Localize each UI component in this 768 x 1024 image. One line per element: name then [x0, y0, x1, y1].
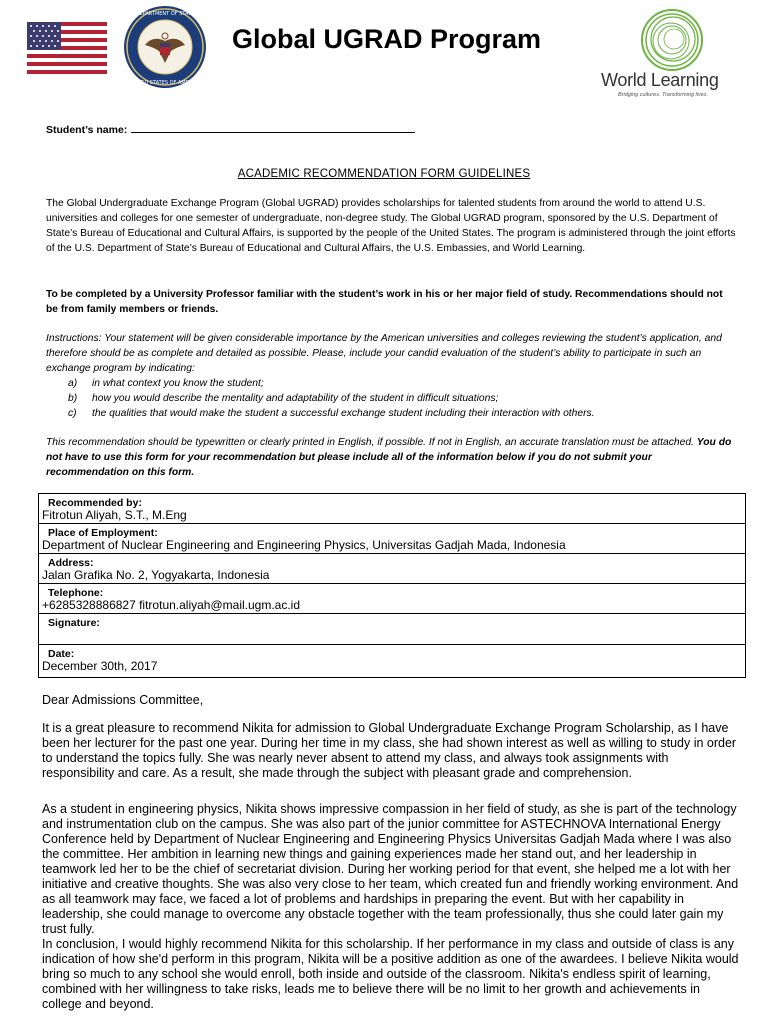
letter-salutation: Dear Admissions Committee,: [42, 693, 204, 707]
telephone-value[interactable]: +6285328886827 fitrotun.aliyah@mail.ugm.ac.id: [42, 598, 301, 612]
recommended-by-label: Recommended by:: [48, 497, 142, 509]
us-flag-icon: [27, 22, 107, 74]
instructions-paragraph: [46, 331, 736, 376]
list-item-text: in what context you know the student;: [92, 378, 264, 389]
guidelines-typed-note: [46, 435, 736, 480]
page-title: Global UGRAD Program: [232, 24, 542, 54]
employment-value[interactable]: Department of Nuclear Engineering and Engineering Physics, Universitas Gadjah Mada, Indonesia: [42, 538, 566, 552]
address-value[interactable]: Jalan Grafika No. 2, Yogyakarta, Indonesia: [42, 568, 270, 582]
partner-tagline: Bridging cultures. Transforming lives.: [618, 92, 709, 98]
typed-note-bold: You do not have to use this form for your recommendation but please include all of the information below if you do not submit your recommendation on this form.: [46, 437, 732, 478]
list-item-text: the qualities that would make the student a successful exchange student including their interaction with others.: [92, 408, 595, 419]
address-label: Address:: [48, 557, 94, 569]
instructions-label: Instructions:: [46, 333, 102, 344]
student-name-line: [46, 122, 415, 136]
form-row-address: [39, 554, 745, 584]
letter-paragraph-1: It is a great pleasure to recommend Nikita for admission to Global Undergraduate Exchange Program Scholarship, as I have been her lecturer for the past one year. During her time in my class, she had shown interest as well as willing to study in order to understand the topics fully. She was nearly never absent to attend my class, and always took assignments with responsibility and care. As a result, she made through the subject with pleasant grade and comprehension.: [42, 721, 737, 780]
list-item: [46, 406, 736, 421]
form-row-employment: [39, 524, 745, 554]
guidelines-heading: ACADEMIC RECOMMENDATION FORM GUIDELINES: [237, 168, 531, 180]
signature-label: Signature:: [48, 617, 100, 629]
list-item: [46, 376, 736, 391]
recommended-by-value[interactable]: Fitrotun Aliyah, S.T., M.Eng: [42, 508, 187, 522]
recommender-form: [38, 493, 746, 678]
guidelines-instructions: [46, 331, 736, 421]
svg-text:DEPARTMENT OF STATE: DEPARTMENT OF STATE: [135, 11, 195, 17]
page-header: [0, 0, 768, 115]
svg-text:UNITED STATES OF AMERICA: UNITED STATES OF AMERICA: [129, 80, 201, 86]
form-row-date: [39, 645, 745, 677]
student-name-label: Student’s name:: [46, 124, 128, 136]
list-item: [46, 391, 736, 406]
guidelines-intro: The Global Undergraduate Exchange Program (Global UGRAD) provides scholarships for talented students from around the world to attend U.S. universities and colleges for one semester of undergraduate, non-degree study. The Global UGRAD program, sponsored by the U.S. Department of State’s Bureau of Educational and Cultural Affairs, is supported by the people of the United States. The program is administered through the joint efforts of the U.S. Department of State’s Bureau of Educational and Cultural Affairs, the U.S. Embassies, and World Learning.: [46, 198, 736, 254]
student-name-field[interactable]: [131, 122, 415, 133]
list-item-text: how you would describe the mentality and adaptability of the student in difficult situations;: [92, 393, 499, 404]
partner-name: World Learning: [601, 70, 719, 90]
guidelines-bold-note: To be completed by a University Professor familiar with the student’s work in his or her major field of study. Recommendations should not be from family members or friends.: [46, 289, 723, 315]
instructions-text: Your statement will be given considerable importance by the American universities and colleges reviewing the student’s application, and therefore should be as complete and detailed as possible. Please, include your candid evaluation of the student’s ability to participate in such an exchange program by indicating:: [46, 333, 722, 374]
department-of-state-seal-icon: [123, 5, 207, 89]
date-value[interactable]: December 30th, 2017: [42, 659, 158, 673]
letter-paragraph-2: As a student in engineering physics, Nikita shows impressive compassion in her field of study, as she is part of the technology and instrumentation club on the campus. She was also part of the junior committee for ASTECHNOVA International Energy Conference held by Department of Nuclear Engineering and Engineering Physics Universitas Gadjah Mada where I was also the committee. Her ambition in learning new things and gaining experiences made her stand out, and her leadership in teamwork led her to be the chief of secretariat division. During her working period for that event, she helped me a lot with her initiative and creative thoughts. She was also very close to her team, which created fun and friendly working environment. And as all teamwork may face, we faced a lot of problems and hardships in preparing the event. But with her capability in leadership, she could manage to overcome any obstacle together with the team professionally, thus she could later gain my trust fully.: [42, 802, 739, 936]
form-row-telephone: [39, 584, 745, 614]
form-row-signature[interactable]: [39, 614, 745, 645]
list-marker: a): [68, 378, 78, 389]
telephone-label: Telephone:: [48, 587, 104, 599]
typed-note-text: This recommendation should be typewritten or clearly printed in English, if possible. If not in English, an accurate translation must be attached.: [46, 437, 694, 448]
employment-label: Place of Employment:: [48, 527, 158, 539]
letter-paragraph-3: In conclusion, I would highly recommend Nikita for this scholarship. If her performance in my class and outside of class is any indication of how she'd perform in this program, Nikita will be a positive addition as one of the awardees. I believe Nikita would bring so much to any school she would enroll, both inside and outside of the classroom. Nikita's endless spirit of learning, combined with her willingness to take risks, leads me to believe there will be no limit to her growth and achievements in college and beyond.: [42, 937, 739, 1011]
list-marker: b): [68, 393, 78, 404]
date-label: Date:: [48, 648, 75, 660]
form-row-recommended-by: [39, 494, 745, 524]
list-marker: c): [68, 408, 77, 419]
world-learning-logo-icon: [600, 6, 740, 106]
instructions-list: [46, 376, 736, 421]
